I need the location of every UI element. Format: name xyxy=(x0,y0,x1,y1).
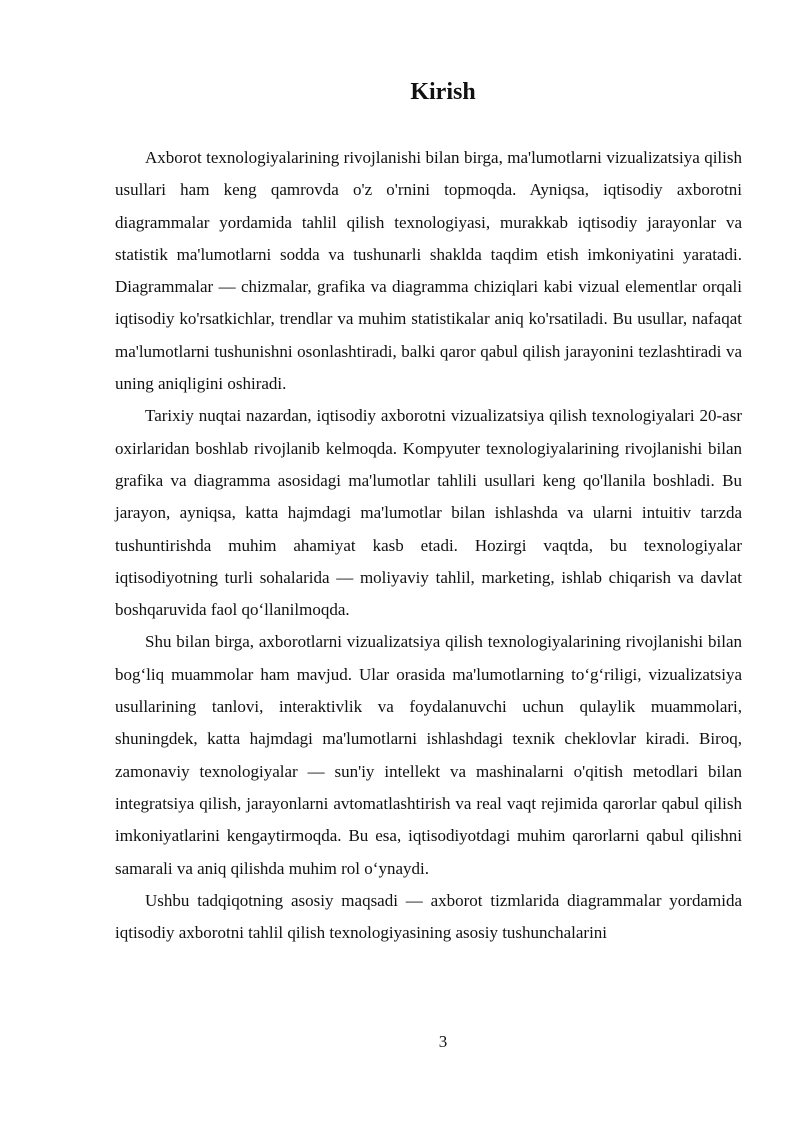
page-number: 3 xyxy=(438,1032,448,1051)
paragraph-3: Shu bilan birga, axborotlarni vizualizatsiya qilish texnologiyalarining rivojlanishi bilan bog‘liq muammolar ham mavjud. Ular orasida ma'lumotlarning to‘g‘riligi, vizualizatsiya usullarining tanlovi, interaktivlik va foydalanuvchi uchun qulaylik muammolari, shuningdek, katta hajmdagi ma'lumotlarni ishlashdagi texnik cheklovlar kiradi. Biroq, zamonaviy texnologiyalar — sun'iy intellekt va mashinalarni o'qitish metodlari bilan integratsiya qilish, jarayonlarni avtomatlashtirish va real vaqt rejimida qarorlar qabul qilish imkoniyatlarini kengaytirmoqda. Bu esa, iqtisodiyotdagi muhim qarorlarni qabul qilishni samarali va aniq qilishda muhim rol o‘ynaydi. xyxy=(115,632,742,878)
body-text xyxy=(115,142,742,949)
paragraph-4: Ushbu tadqiqotning asosiy maqsadi — axborot tizmlarida diagrammalar yordamida iqtisodiy axborotni tahlil qilish texnologiyasining asosiy tushunchalarini xyxy=(115,890,742,943)
paragraph-2: Tarixiy nuqtai nazardan, iqtisodiy axborotni vizualizatsiya qilish texnologiyalari 20-asr oxirlaridan boshlab rivojlanib kelmoqda. Kompyuter texnologiyalarining rivojlanishi bilan grafika va diagramma asosidagi ma'lumotlar tahlili usullari keng qo'llanila boshladi. Bu jarayon, ayniqsa, katta hajmdagi ma'lumotlar bilan ishlashda va ularni intuitiv tarzda tushuntirishda muhim ahamiyat kasb etadi. Hozirgi vaqtda, bu texnologiyalar iqtisodiyotning turli sohalarida — moliyaviy tahlil, marketing, ishlab chiqarish va davlat boshqaruvida faol qo‘llanilmoqda. xyxy=(115,406,742,620)
paragraph-1: Axborot texnologiyalarining rivojlanishi bilan birga, ma'lumotlarni vizualizatsiya qilish usullari ham keng qamrovda o'z o'rnini topmoqda. Ayniqsa, iqtisodiy axborotni diagrammalar yordamida tahlil qilish texnologiyasi, murakkab iqtisodiy jarayonlar va statistik ma'lumotlarni sodda va tushunarli shaklda taqdim etish imkoniyatini yaratadi. Diagrammalar — chizmalar, grafika va diagramma chiziqlari kabi vizual elementlar orqali iqtisodiy ko'rsatkichlar, trendlar va muhim statistikalar aniq ko'rsatiladi. Bu usullar, nafaqat ma'lumotlarni tushunishni osonlashtiradi, balki qaror qabul qilish jarayonini tezlashtiradi va uning aniqligini oshiradi. xyxy=(115,148,742,394)
page-title: Kirish xyxy=(410,79,476,105)
